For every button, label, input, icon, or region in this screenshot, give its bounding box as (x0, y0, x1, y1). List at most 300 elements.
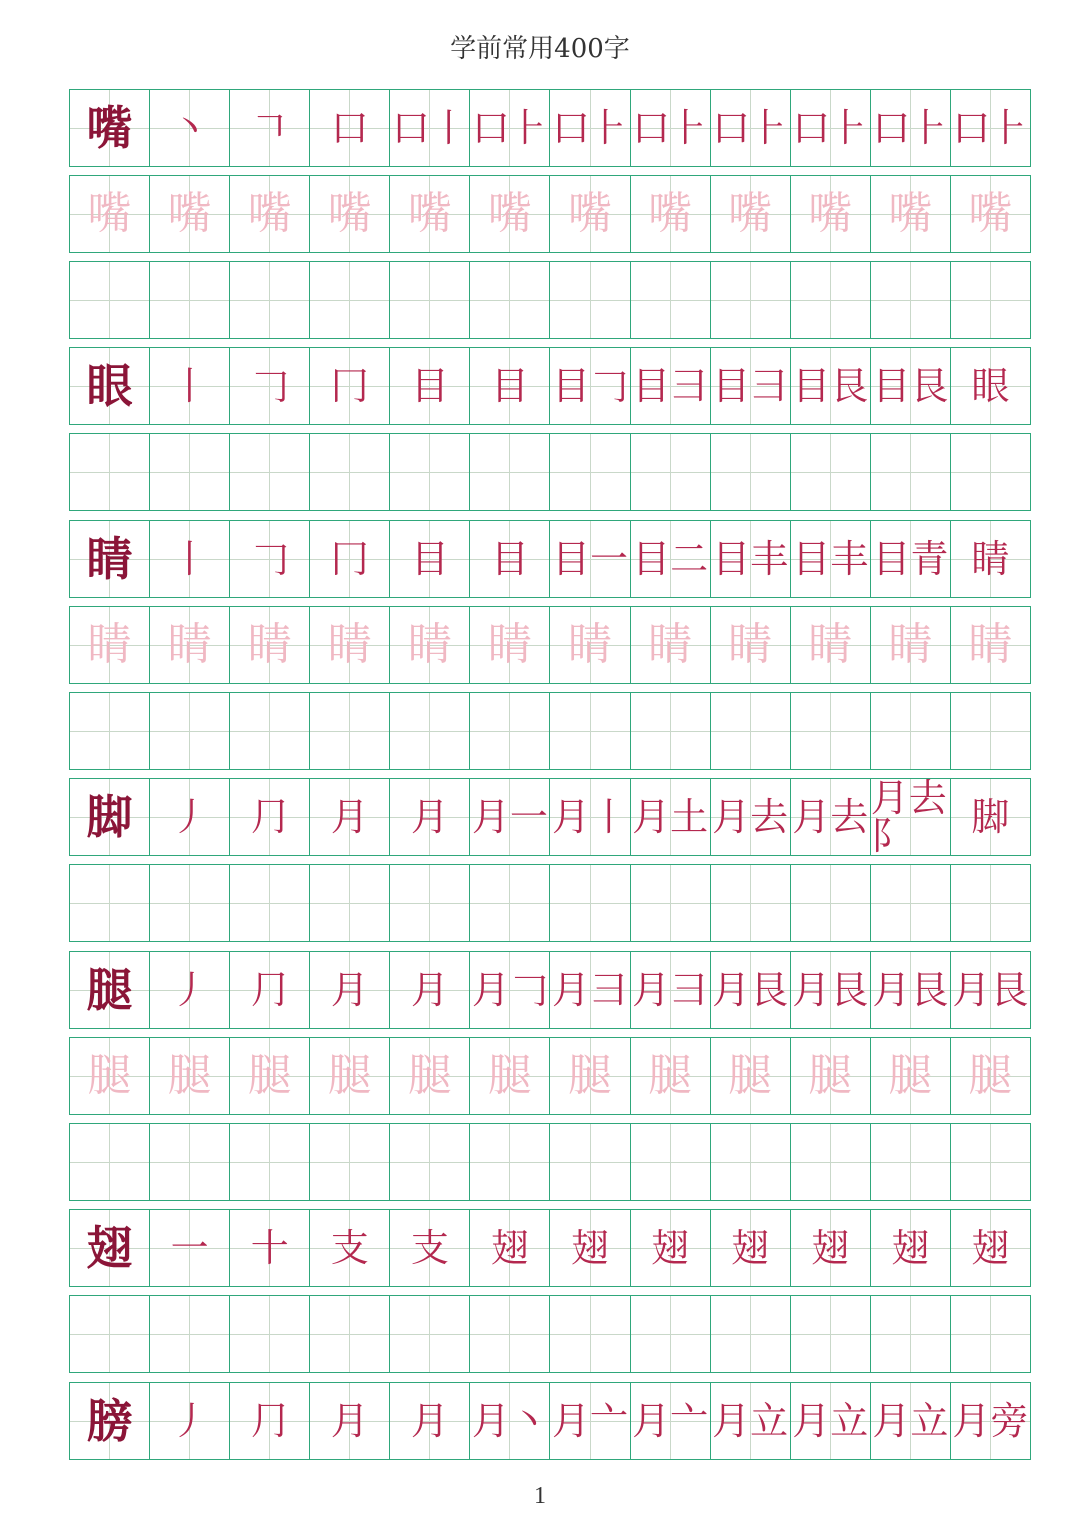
stroke-step: 月亠 (632, 1399, 709, 1443)
grid-cell (711, 1383, 791, 1459)
model-character: 膀 (86, 1394, 133, 1448)
stroke-step: 目 (410, 537, 449, 581)
grid-cell (550, 1383, 630, 1459)
grid-cell (470, 1038, 550, 1114)
grid-cell (951, 1210, 1030, 1286)
stroke-step: 月土 (632, 795, 709, 839)
grid-cell (711, 607, 791, 683)
trace-character: 嘴 (808, 188, 853, 239)
grid-cell (871, 1038, 951, 1114)
grid-cell (390, 693, 470, 769)
grid-cell (310, 1124, 390, 1200)
grid-cell (550, 779, 630, 855)
grid-cell (150, 865, 230, 941)
page-number: 1 (534, 1483, 546, 1509)
grid-cell (470, 1383, 550, 1459)
stroke-step: 月 (410, 795, 449, 839)
stroke-step: 月去阝 (870, 779, 947, 855)
grid-cell (390, 176, 470, 252)
trace-character: 睛 (568, 619, 612, 670)
grid-cell (550, 865, 630, 941)
stroke-step: 丿 (170, 1399, 209, 1443)
grid-cell (791, 779, 871, 855)
grid-cell (550, 1124, 630, 1200)
grid-cell (951, 1038, 1030, 1114)
grid-cell (310, 1210, 390, 1286)
stroke-step: 目彐 (632, 364, 709, 408)
trace-character: 睛 (888, 619, 933, 670)
practice-row-strokes (69, 520, 1031, 598)
grid-cell (871, 521, 951, 597)
grid-cell (711, 262, 791, 338)
grid-cell (150, 779, 230, 855)
grid-cell (390, 90, 470, 166)
stroke-step: 月 (410, 1399, 449, 1443)
stroke-step: 口⺊ (471, 106, 548, 150)
stroke-step: ⺆ (250, 1399, 289, 1443)
trace-character: 嘴 (648, 188, 693, 239)
grid-cell (871, 607, 951, 683)
grid-cell (871, 693, 951, 769)
practice-row-trace (69, 1037, 1031, 1115)
grid-cell (631, 865, 711, 941)
stroke-step: 目艮 (872, 364, 949, 408)
grid-cell (70, 434, 150, 510)
grid-cell (70, 865, 150, 941)
grid-cell (711, 865, 791, 941)
stroke-step: 眼 (971, 364, 1010, 408)
practice-row-strokes (69, 1382, 1031, 1460)
grid-cell (310, 607, 390, 683)
trace-character: 睛 (247, 619, 292, 670)
stroke-step: 口⺊ (872, 106, 949, 150)
grid-cell (871, 952, 951, 1028)
stroke-step: 冂 (330, 364, 369, 408)
stroke-step: 月 (330, 1399, 369, 1443)
stroke-step: 口⺊ (552, 106, 629, 150)
grid-cell (951, 865, 1030, 941)
grid-cell (711, 1038, 791, 1114)
stroke-step: 支 (410, 1226, 449, 1270)
grid-cell (390, 434, 470, 510)
grid-cell (711, 348, 791, 424)
trace-character: 腿 (968, 1050, 1013, 1101)
practice-row-blank (69, 1295, 1031, 1373)
grid-cell (871, 1383, 951, 1459)
model-character: 腿 (86, 963, 133, 1017)
practice-row-strokes (69, 1209, 1031, 1287)
stroke-step: 目 (410, 364, 449, 408)
grid-cell (791, 262, 871, 338)
grid-cell (390, 1124, 470, 1200)
stroke-step: 月𠃌 (471, 968, 548, 1012)
grid-cell (951, 521, 1030, 597)
trace-character: 嘴 (167, 188, 212, 239)
grid-cell (310, 176, 390, 252)
grid-cell (550, 348, 630, 424)
stroke-step: 目艮 (792, 364, 869, 408)
grid-cell (631, 779, 711, 855)
grid-cell (150, 1038, 230, 1114)
stroke-step: 𠃌 (250, 537, 289, 581)
grid-cell (791, 434, 871, 510)
trace-character: 腿 (487, 1050, 532, 1101)
stroke-step: 翅 (811, 1226, 850, 1270)
grid-cell (70, 779, 150, 855)
stroke-step: 月艮 (872, 968, 949, 1012)
grid-cell (791, 865, 871, 941)
grid-cell (470, 176, 550, 252)
grid-cell (711, 1124, 791, 1200)
grid-cell (470, 607, 550, 683)
trace-character: 嘴 (728, 188, 773, 239)
grid-cell (951, 90, 1030, 166)
grid-cell (550, 521, 630, 597)
stroke-step: 口 (330, 106, 369, 150)
grid-cell (310, 1383, 390, 1459)
trace-character: 腿 (87, 1050, 132, 1101)
grid-cell (550, 1296, 630, 1372)
grid-cell (550, 1038, 630, 1114)
grid-cell (390, 348, 470, 424)
grid-cell (470, 1210, 550, 1286)
trace-character: 睛 (327, 619, 372, 670)
grid-cell (711, 434, 791, 510)
stroke-step: 丶 (170, 106, 209, 150)
grid-cell (550, 434, 630, 510)
grid-cell (150, 1296, 230, 1372)
grid-cell (230, 1038, 310, 1114)
grid-cell (871, 90, 951, 166)
practice-row-blank (69, 261, 1031, 339)
stroke-step: ⺆ (250, 795, 289, 839)
grid-cell (951, 1296, 1030, 1372)
grid-cell (871, 1210, 951, 1286)
trace-character: 嘴 (888, 188, 933, 239)
grid-cell (390, 1038, 470, 1114)
grid-cell (951, 262, 1030, 338)
stroke-step: 月立 (712, 1399, 789, 1443)
grid-cell (631, 1383, 711, 1459)
grid-cell (791, 348, 871, 424)
trace-character: 嘴 (968, 188, 1013, 239)
grid-cell (150, 90, 230, 166)
grid-cell (230, 262, 310, 338)
grid-cell (951, 1383, 1030, 1459)
grid-cell (150, 1210, 230, 1286)
grid-cell (711, 90, 791, 166)
trace-character: 腿 (728, 1050, 773, 1101)
trace-character: 腿 (888, 1050, 933, 1101)
stroke-step: 脚 (971, 795, 1010, 839)
stroke-step: 翅 (971, 1226, 1010, 1270)
grid-cell (631, 693, 711, 769)
stroke-step: 月彐 (552, 968, 629, 1012)
stroke-step: 口丨 (391, 106, 468, 150)
grid-cell (230, 1124, 310, 1200)
grid-cell (230, 693, 310, 769)
grid-cell (951, 607, 1030, 683)
grid-cell (631, 521, 711, 597)
grid-cell (150, 434, 230, 510)
grid-cell (871, 865, 951, 941)
grid-cell (230, 1210, 310, 1286)
grid-cell (711, 952, 791, 1028)
stroke-step: 月去 (712, 795, 789, 839)
grid-cell (470, 348, 550, 424)
grid-cell (70, 1210, 150, 1286)
grid-cell (150, 176, 230, 252)
grid-cell (70, 952, 150, 1028)
page-title: 学前常用400字 (450, 34, 630, 64)
trace-character: 睛 (968, 619, 1013, 670)
practice-row-blank (69, 692, 1031, 770)
grid-cell (550, 90, 630, 166)
stroke-step: 月旁 (952, 1399, 1029, 1443)
practice-row-trace (69, 606, 1031, 684)
stroke-step: ⺆ (250, 968, 289, 1012)
grid-cell (470, 521, 550, 597)
practice-row-blank (69, 864, 1031, 942)
grid-cell (951, 348, 1030, 424)
grid-cell (791, 90, 871, 166)
grid-cell (871, 1124, 951, 1200)
stroke-step: 丨 (170, 364, 209, 408)
trace-character: 睛 (87, 619, 132, 670)
stroke-step: 月立 (872, 1399, 949, 1443)
grid-cell (470, 262, 550, 338)
grid-cell (230, 779, 310, 855)
grid-cell (871, 176, 951, 252)
trace-character: 嘴 (247, 188, 292, 239)
trace-character: 腿 (648, 1050, 693, 1101)
grid-cell (70, 1038, 150, 1114)
grid-cell (631, 1296, 711, 1372)
grid-cell (470, 1124, 550, 1200)
stroke-step: 十 (250, 1226, 289, 1270)
grid-cell (791, 1124, 871, 1200)
stroke-step: 月彐 (632, 968, 709, 1012)
grid-cell (390, 262, 470, 338)
stroke-step: 冂 (330, 537, 369, 581)
grid-cell (310, 521, 390, 597)
stroke-step: 翅 (891, 1226, 930, 1270)
grid-cell (310, 1296, 390, 1372)
grid-cell (150, 521, 230, 597)
stroke-step: 月艮 (952, 968, 1029, 1012)
grid-cell (871, 262, 951, 338)
grid-cell (711, 176, 791, 252)
stroke-step: 睛 (971, 537, 1010, 581)
model-character: 睛 (86, 532, 133, 586)
model-character: 脚 (86, 790, 133, 844)
grid-cell (390, 865, 470, 941)
grid-cell (150, 1124, 230, 1200)
grid-cell (70, 521, 150, 597)
stroke-step: 𠃌 (250, 364, 289, 408)
grid-cell (791, 1210, 871, 1286)
grid-cell (871, 348, 951, 424)
grid-cell (791, 952, 871, 1028)
stroke-step: 月艮 (792, 968, 869, 1012)
practice-row-blank (69, 433, 1031, 511)
stroke-step: 一 (170, 1226, 209, 1270)
stroke-step: 口⺊ (712, 106, 789, 150)
grid-cell (310, 779, 390, 855)
grid-cell (631, 952, 711, 1028)
trace-character: 腿 (327, 1050, 372, 1101)
trace-character: 嘴 (487, 188, 532, 239)
grid-cell (470, 865, 550, 941)
stroke-step: 月 (330, 795, 369, 839)
grid-cell (310, 865, 390, 941)
trace-character: 腿 (808, 1050, 853, 1101)
grid-cell (230, 348, 310, 424)
grid-cell (390, 952, 470, 1028)
trace-character: 嘴 (87, 188, 132, 239)
grid-cell (70, 1124, 150, 1200)
trace-character: 睛 (167, 619, 212, 670)
grid-cell (70, 1383, 150, 1459)
stroke-step: 月亠 (552, 1399, 629, 1443)
practice-row-blank (69, 1123, 1031, 1201)
grid-cell (871, 779, 951, 855)
model-character: 翅 (86, 1221, 133, 1275)
grid-cell (871, 434, 951, 510)
stroke-step: 口⺊ (952, 106, 1029, 150)
grid-cell (951, 779, 1030, 855)
grid-cell (150, 1383, 230, 1459)
grid-cell (631, 1210, 711, 1286)
stroke-step: 目一 (552, 537, 629, 581)
grid-cell (310, 434, 390, 510)
stroke-step: 翅 (731, 1226, 770, 1270)
grid-cell (951, 952, 1030, 1028)
grid-cell (310, 90, 390, 166)
stroke-step: 翅 (490, 1226, 529, 1270)
grid-cell (470, 1296, 550, 1372)
trace-character: 睛 (487, 619, 532, 670)
grid-cell (550, 952, 630, 1028)
grid-cell (711, 1210, 791, 1286)
grid-cell (631, 1124, 711, 1200)
stroke-step: 丿 (170, 795, 209, 839)
grid-cell (550, 262, 630, 338)
grid-cell (791, 693, 871, 769)
stroke-step: 口⺊ (792, 106, 869, 150)
grid-cell (390, 607, 470, 683)
grid-cell (791, 607, 871, 683)
grid-cell (631, 434, 711, 510)
stroke-step: 目 (490, 537, 529, 581)
trace-character: 睛 (407, 619, 452, 670)
model-character: 眼 (86, 359, 133, 413)
grid-cell (70, 348, 150, 424)
grid-cell (390, 1296, 470, 1372)
grid-cell (310, 348, 390, 424)
stroke-step: 目彐 (712, 364, 789, 408)
grid-cell (470, 434, 550, 510)
trace-character: 腿 (247, 1050, 292, 1101)
grid-cell (791, 1038, 871, 1114)
grid-cell (390, 779, 470, 855)
trace-character: 腿 (568, 1050, 612, 1101)
trace-character: 嘴 (407, 188, 452, 239)
grid-cell (631, 607, 711, 683)
trace-character: 嘴 (568, 188, 612, 239)
grid-cell (631, 176, 711, 252)
grid-cell (230, 865, 310, 941)
stroke-step: 月 (410, 968, 449, 1012)
stroke-step: 目丰 (792, 537, 869, 581)
grid-cell (310, 693, 390, 769)
stroke-step: 翅 (571, 1226, 610, 1270)
stroke-step: 目丰 (712, 537, 789, 581)
grid-cell (230, 176, 310, 252)
grid-cell (230, 1383, 310, 1459)
practice-row-trace (69, 175, 1031, 253)
stroke-step: 月去 (792, 795, 869, 839)
grid-cell (711, 779, 791, 855)
stroke-step: 月立 (792, 1399, 869, 1443)
grid-cell (631, 90, 711, 166)
stroke-step: 𠃍 (250, 106, 289, 150)
practice-row-strokes (69, 778, 1031, 856)
grid-cell (70, 262, 150, 338)
trace-character: 睛 (808, 619, 853, 670)
grid-cell (550, 1210, 630, 1286)
stroke-step: 目𠃌 (552, 364, 629, 408)
stroke-step: 翅 (651, 1226, 690, 1270)
stroke-step: 丨 (170, 537, 209, 581)
grid-cell (470, 90, 550, 166)
model-character: 嘴 (86, 101, 133, 155)
grid-cell (230, 434, 310, 510)
practice-row-strokes (69, 347, 1031, 425)
grid-cell (390, 1210, 470, 1286)
grid-cell (550, 607, 630, 683)
grid-cell (470, 952, 550, 1028)
grid-cell (70, 176, 150, 252)
grid-cell (230, 1296, 310, 1372)
grid-cell (791, 521, 871, 597)
grid-cell (791, 1296, 871, 1372)
grid-cell (631, 348, 711, 424)
grid-cell (310, 1038, 390, 1114)
grid-cell (230, 521, 310, 597)
grid-cell (390, 521, 470, 597)
grid-cell (871, 1296, 951, 1372)
grid-cell (230, 607, 310, 683)
trace-character: 睛 (648, 619, 693, 670)
grid-cell (150, 952, 230, 1028)
stroke-step: 支 (330, 1226, 369, 1270)
grid-cell (791, 1383, 871, 1459)
grid-cell (711, 693, 791, 769)
grid-cell (711, 1296, 791, 1372)
grid-cell (951, 434, 1030, 510)
grid-cell (70, 607, 150, 683)
grid-cell (550, 176, 630, 252)
grid-cell (951, 1124, 1030, 1200)
grid-cell (70, 693, 150, 769)
stroke-step: 月 (330, 968, 369, 1012)
grid-cell (711, 521, 791, 597)
grid-cell (951, 176, 1030, 252)
stroke-step: 目青 (872, 537, 949, 581)
grid-cell (230, 90, 310, 166)
stroke-step: 目二 (632, 537, 709, 581)
